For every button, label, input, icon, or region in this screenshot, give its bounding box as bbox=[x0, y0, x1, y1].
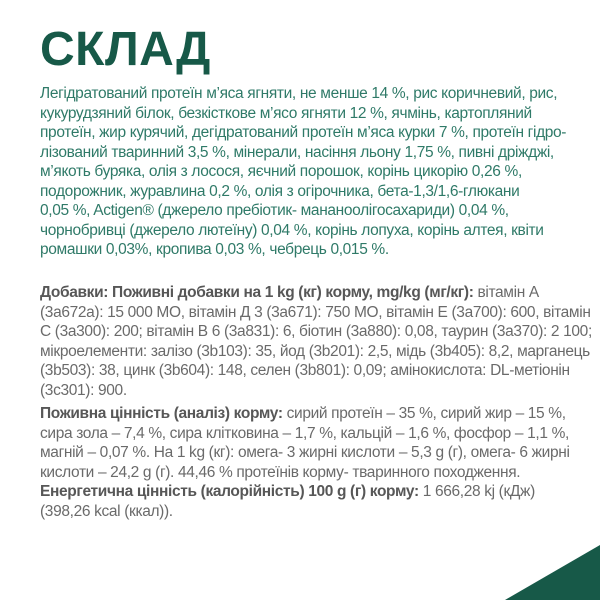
text-line: магній – 0,07 %. На 1 kg (кг): омега- 3 жирні кислоти – 5,3 g (г), омега- 6 жирні bbox=[40, 444, 570, 461]
additives-paragraph bbox=[40, 283, 592, 400]
text-line: кукурудзяний білок, безкісткове м’ясо ягняти 12 %, ячмінь, картопляний bbox=[40, 104, 532, 122]
text-line: лізований тваринний 3,5 %, мінерали, насіння льону 1,75 %, пивні дріжджі, bbox=[40, 143, 554, 161]
text-line: сира зола – 7,4 %, сира клітковина – 1,7 %, кальцій – 1,6 %, фосфор – 1,1 %, bbox=[40, 424, 569, 442]
text-line: чорнобривці (джерело лютеїну) 0,04 %, корінь лопуха, корінь алтея, квіти bbox=[40, 221, 544, 239]
text-line: мікроелементи: залізо (3b103): 35, йод (3b201): 2,5, мідь (3b405): 8,2, марганець bbox=[40, 342, 590, 360]
nutrition-analysis-paragraph bbox=[40, 404, 584, 521]
text-line: (398,26 kcal (ккал)). bbox=[40, 502, 173, 520]
text-line: кислоти – 24,2 g (г). 44,46 % протеїнів корму- тваринного походження. bbox=[40, 463, 521, 481]
text-line: Поживна цінність (аналіз) корму: сирий протеїн – 35 %, сирий жир – 15 %, bbox=[40, 405, 566, 422]
text-line: Добавки: Поживні добавки на 1 kg (кг) корму, mg/kg (мг/кг): вітамін А bbox=[40, 284, 539, 301]
text-line: 0,05 %, Actigen® (джерело пребіотик- мананоолігосахариди) 0,04 %, bbox=[40, 202, 509, 219]
text-line: протеїн, жир курячий, дегідратований протеїн м’яса курки 7 %, протеїн гідро- bbox=[40, 124, 567, 141]
text-line: Легідратований протеїн м’яса ягняти, не менше 14 %, рис коричневий, рис, bbox=[40, 85, 558, 102]
corner-triangle-decoration bbox=[505, 545, 600, 600]
text-line: Енергетична цінність (калорійність) 100 g (г) корму: 1 666,28 kj (кДж) bbox=[40, 483, 535, 500]
text-line: (3a672a): 15 000 МО, вітамін Д 3 (3a671): 750 МО, вітамін Е (3a700): 600, вітамін bbox=[40, 303, 591, 321]
text-line: (3b503): 38, цинк (3b604): 148, селен (3b801): 0,09; амінокислота: DL-метіонін bbox=[40, 362, 570, 379]
composition-title: СКЛАД bbox=[40, 23, 211, 76]
text-line: ромашки 0,03%, кропива 0,03 %, чебрець 0,015 %. bbox=[40, 241, 389, 258]
text-line: м’якоть буряка, олія з лосося, яєчний порошок, корінь цикорію 0,26 %, bbox=[40, 163, 522, 180]
text-line: подорожник, журавлина 0,2 %, олія з огірочника, бета-1,3/1,6-глюкани bbox=[40, 182, 520, 200]
text-line: С (3a300): 200; вітамін В 6 (3a831): 6, біотин (3a880): 0,08, таурин (3a370): 2 100; bbox=[40, 323, 592, 340]
text-line: (3c301): 900. bbox=[40, 381, 127, 399]
ingredients-paragraph bbox=[40, 84, 584, 260]
